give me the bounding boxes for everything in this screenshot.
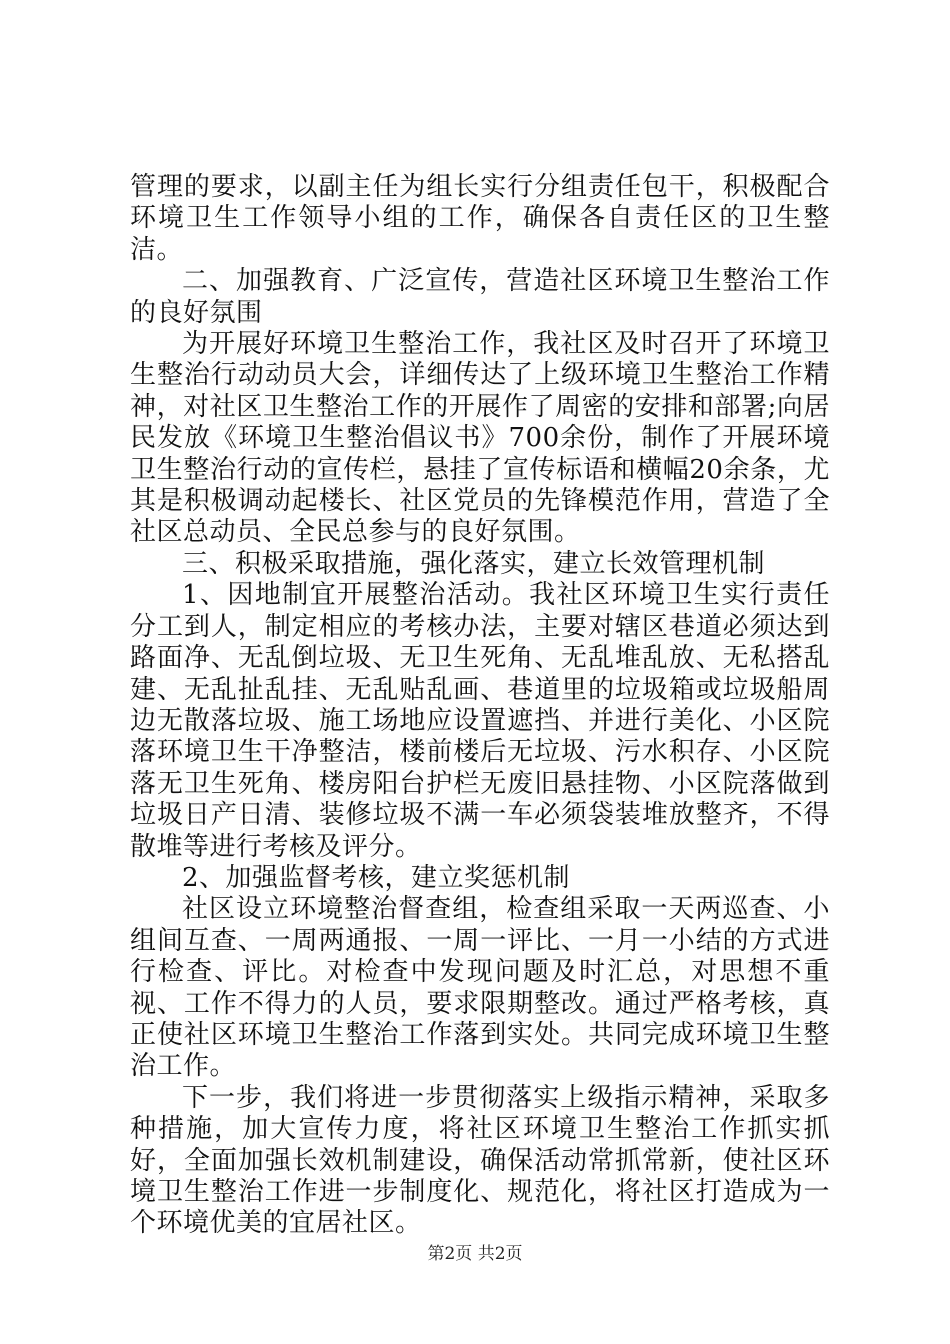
paragraph-measures: 1、因地制宜开展整治活动。我社区环境卫生实行责任分工到人，制定相应的考核办法，主要对辖区巷道必须达到路面净、无乱倒垃圾、无卫生死角、无乱堆乱放、无私搭乱建、无乱扯乱挂、无乱贴乱画、巷道里的垃圾箱或垃圾船周边无散落垃圾、施工场地应设置遮挡、并进行美化、小区院落环境卫生干净整洁，楼前楼后无垃圾、污水积存、小区院落无卫生死角、楼房阳台护栏无废旧悬挂物、小区院落做到垃圾日产日清、装修垃圾不满一车必须袋装堆放整齐，不得散堆等进行考核及评分。 [130, 580, 830, 862]
subheading-supervision: 2、加强监督考核，建立奖惩机制 [182, 862, 571, 893]
section-heading-3: 三、积极采取措施，强化落实，建立长效管理机制 [182, 548, 766, 579]
page-footer [0, 1244, 950, 1264]
page-number: 第2页 共2页 [427, 1244, 523, 1264]
paragraph-next-steps: 下一步，我们将进一步贯彻落实上级指示精神，采取多种措施，加大宣传力度，将社区环境卫生整治工作抓实抓好，全面加强长效机制建设，确保活动常抓常新，使社区环境卫生整治工作进一步制度化、规范化，将社区打造成为一个环境优美的宜居社区。 [130, 1082, 830, 1239]
paragraph-publicity: 为开展好环境卫生整治工作，我社区及时召开了环境卫生整治行动动员大会，详细传达了上级环境卫生整治工作精神，对社区卫生整治工作的开展作了周密的安排和部署;向居民发放《环境卫生整治倡议书》700余份，制作了开展环境卫生整治行动的宣传栏，悬挂了宣传标语和横幅20余条，尤其是积极调动起楼长、社区党员的先锋模范作用，营造了全社区总动员、全民总参与的良好氛围。 [130, 329, 830, 548]
section-heading-2: 二、加强教育、广泛宣传，营造社区环境卫生整治工作的良好氛围 [130, 266, 830, 328]
document-body [130, 172, 830, 1240]
paragraph-inspection: 社区设立环境整治督查组，检查组采取一天两巡查、小组间互查、一周两通报、一周一评比、一月一小结的方式进行检查、评比。对检查中发现问题及时汇总，对思想不重视、工作不得力的人员，要求限期整改。通过严格考核，真正使社区环境卫生整治工作落到实处。共同完成环境卫生整治工作。 [130, 894, 830, 1082]
paragraph-continuation: 管理的要求，以副主任为组长实行分组责任包干，积极配合环境卫生工作领导小组的工作，确保各自责任区的卫生整洁。 [130, 172, 830, 265]
